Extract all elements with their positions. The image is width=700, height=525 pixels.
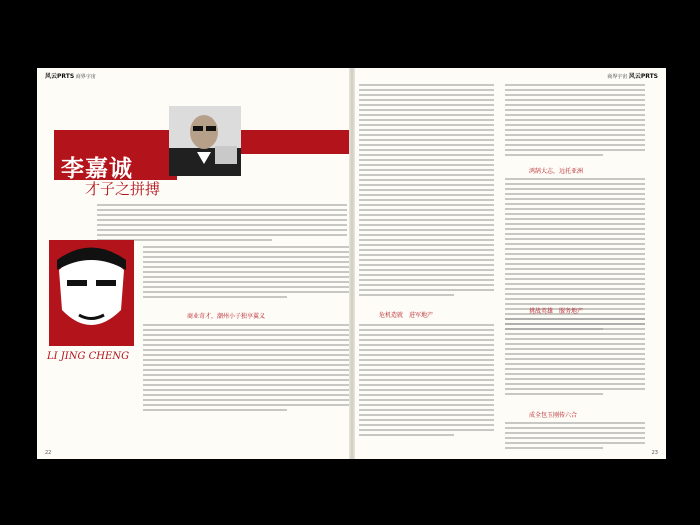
left-column-text-top (143, 246, 349, 301)
signature-lettering (45, 347, 137, 361)
left-page-header (45, 71, 96, 80)
right-column-b-text-3 (505, 318, 645, 398)
right-subheading-2: 危机造就 进军地产 (379, 312, 434, 319)
right-brand: 风云PRTS (628, 73, 658, 80)
magazine-spread (37, 68, 666, 459)
right-page-number: 23 (651, 450, 658, 456)
feature-subtitle: 才子之拼搏 (85, 180, 161, 198)
left-brand: 风云PRTS (45, 73, 75, 80)
left-section: 商界宇宙 (75, 74, 96, 80)
right-subheading-3: 挑战英雄 服务地产 (529, 308, 584, 315)
portrait-art-image (49, 240, 134, 346)
page-gutter (349, 68, 355, 459)
left-subheading: 商业奇才，潮州小子独享翼义 (187, 313, 266, 320)
intro-text-block (97, 204, 347, 244)
right-page-header (607, 71, 658, 80)
right-subheading-1: 鸿鹄大志，远托亚洲 (529, 168, 584, 175)
right-section: 商界宇宙 (607, 74, 628, 80)
title-red-band-right (239, 130, 349, 154)
right-column-b-text-4 (505, 422, 645, 452)
signature-text: LI JING CHENG (47, 351, 130, 362)
portrait-image (169, 106, 241, 176)
stylized-portrait-art (49, 240, 134, 346)
left-column-text-bottom (143, 324, 349, 414)
right-column-a-text-2 (359, 324, 494, 439)
feature-title: 李嘉诚 (61, 155, 133, 182)
right-column-b-text-1 (505, 84, 645, 159)
right-subheading-4: 成全包玉刚传六合 (529, 412, 578, 419)
left-page-number: 22 (45, 450, 52, 456)
portrait-photo (169, 106, 241, 176)
right-column-a-text-1 (359, 84, 494, 299)
